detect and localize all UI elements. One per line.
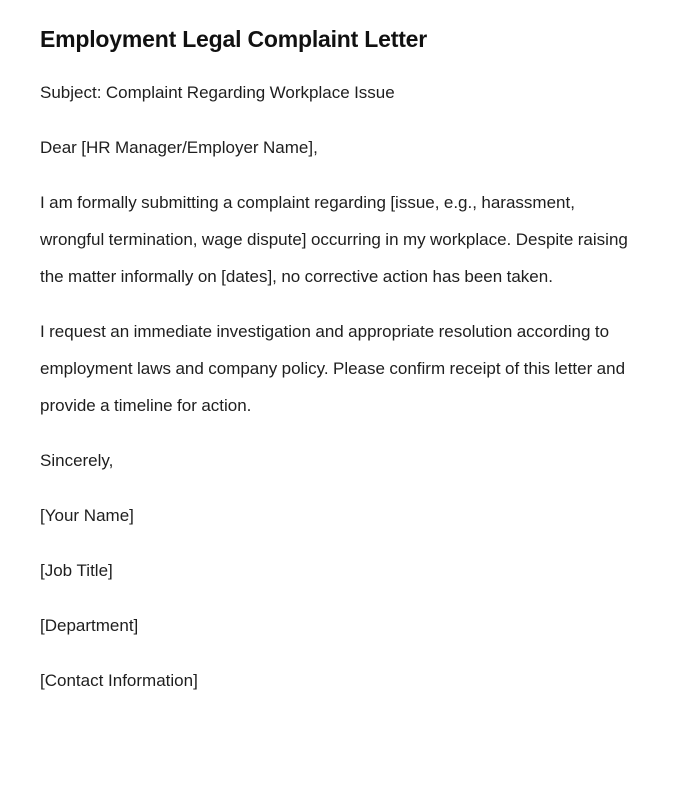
signature-contact-information: [Contact Information] xyxy=(40,671,198,690)
signature-name: [Your Name] xyxy=(40,506,134,525)
body-paragraph-2: I request an immediate investigation and appropriate resolution according to employment laws and company policy. Please confirm receipt of this letter and provide a timeline for action. xyxy=(40,322,626,415)
signature-job-title: [Job Title] xyxy=(40,561,113,580)
closing-salutation: Sincerely, xyxy=(40,451,114,470)
subject-line: Subject: Complaint Regarding Workplace Issue xyxy=(40,83,395,102)
page-title: Employment Legal Complaint Letter xyxy=(40,26,428,52)
signature-department: [Department] xyxy=(40,616,139,635)
salutation: Dear [HR Manager/Employer Name], xyxy=(40,138,318,157)
body-paragraph-1: I am formally submitting a complaint regarding [issue, e.g., harassment, wrongful termination, wage dispute] occurring in my workplace. Despite raising the matter informally on [dates], no corrective action has been taken. xyxy=(40,193,628,286)
